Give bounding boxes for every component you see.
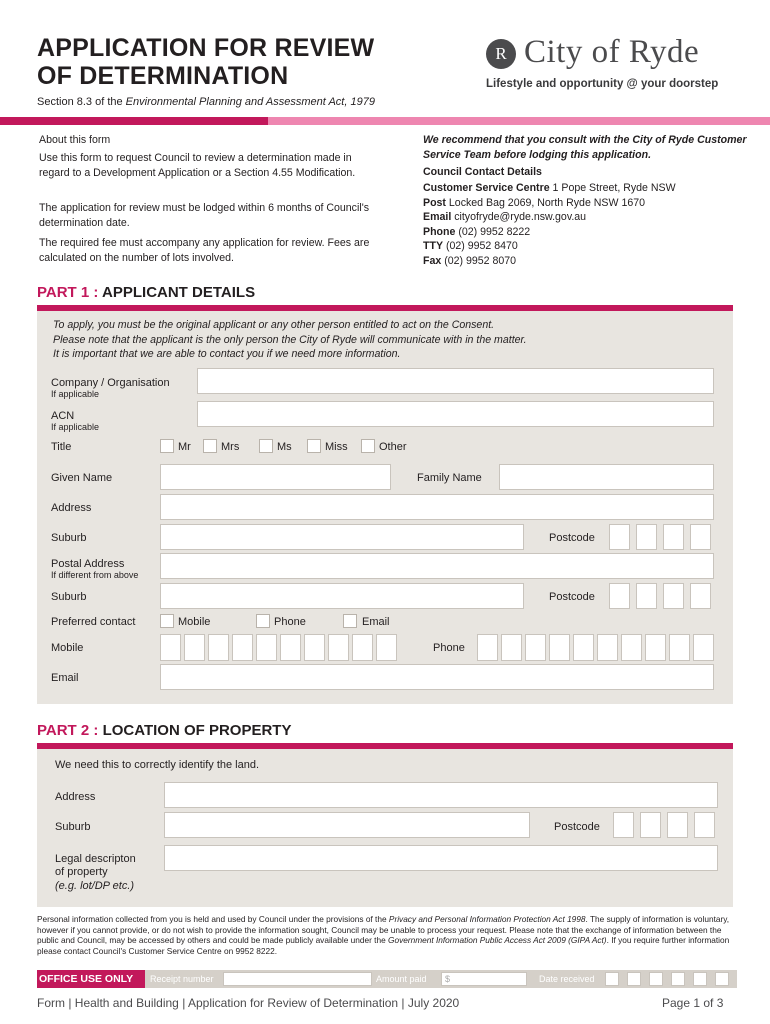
date-received-digit-input[interactable] <box>715 972 729 986</box>
contact-line <box>423 225 530 240</box>
city-logo <box>486 34 746 104</box>
acn-if-applicable: If applicable <box>51 422 100 432</box>
property-address-input[interactable] <box>164 782 718 808</box>
mobile-digit-input[interactable] <box>304 634 325 661</box>
address-input[interactable] <box>160 494 714 520</box>
company-if-applicable: If applicable <box>51 389 100 399</box>
postal-postcode-digit-input[interactable] <box>690 583 711 609</box>
contact-phone-checkbox[interactable] <box>256 614 270 628</box>
mobile-digit-input[interactable] <box>256 634 277 661</box>
company-input[interactable] <box>197 368 714 394</box>
part2-intro: We need this to correctly identify the land. <box>55 759 260 771</box>
about-paragraph-1: Use this form to request Council to review a determination made in regard to a Development Application or a Section 4.55 Modification. <box>39 152 356 179</box>
acn-input[interactable] <box>197 401 714 427</box>
phone-digit-input[interactable] <box>669 634 690 661</box>
phone-digit-input[interactable] <box>621 634 642 661</box>
property-postcode-label: Postcode <box>554 821 600 833</box>
suburb-label: Suburb <box>51 532 87 544</box>
privacy-text-1: Personal information collected from you is held and used by Council under the provisions of the <box>37 914 389 924</box>
title-other-checkbox[interactable] <box>361 439 375 453</box>
postal-suburb-label: Suburb <box>51 591 87 603</box>
legal-description-input[interactable] <box>164 845 718 871</box>
header-bar-dark <box>0 117 268 125</box>
title-miss-checkbox[interactable] <box>307 439 321 453</box>
title-line-1: APPLICATION FOR REVIEW <box>37 34 375 62</box>
acn-label: ACN <box>51 410 75 422</box>
contact-value: (02) 9952 8470 <box>443 240 518 252</box>
contact-label: Email <box>423 211 452 223</box>
family-name-label: Family Name <box>417 472 482 484</box>
property-suburb-label: Suburb <box>55 821 91 833</box>
postal-postcode-digit-input[interactable] <box>636 583 657 609</box>
phone-label: Phone <box>433 642 465 654</box>
logo-name: City of Ryde <box>524 34 700 70</box>
postcode-digit-input[interactable] <box>663 524 684 550</box>
mobile-digit-input[interactable] <box>232 634 253 661</box>
date-received-digit-input[interactable] <box>605 972 619 986</box>
phone-digit-input[interactable] <box>597 634 618 661</box>
property-address-label: Address <box>55 791 96 803</box>
company-label: Company / Organisation <box>51 377 170 389</box>
part2-title: LOCATION OF PROPERTY <box>98 722 292 739</box>
contact-mobile-label: Mobile <box>178 616 211 628</box>
contact-heading: Council Contact Details <box>423 166 542 178</box>
address-label: Address <box>51 502 92 514</box>
contact-value: (02) 9952 8222 <box>455 225 531 238</box>
given-name-label: Given Name <box>51 472 113 484</box>
mobile-label: Mobile <box>51 642 84 654</box>
property-postcode-digit-input[interactable] <box>613 812 634 838</box>
mobile-digit-input[interactable] <box>160 634 181 661</box>
contact-email-label: Email <box>362 616 390 628</box>
given-name-input[interactable] <box>160 464 391 490</box>
header-bar-light <box>268 117 770 125</box>
postcode-digit-input[interactable] <box>690 524 711 550</box>
page-number: Page 1 of 3 <box>662 996 724 1010</box>
receipt-number-label: Receipt number <box>150 974 214 984</box>
email-label: Email <box>51 672 79 684</box>
postal-address-input[interactable] <box>160 553 714 579</box>
office-use-heading: OFFICE USE ONLY <box>37 970 145 988</box>
privacy-text-2: . The supply of information is voluntary, however if you cannot provide, or do not wish to provide the information sought, Council may be unable to process your request. Please note that the exchange of information between the public and Council, may be accessed by others and could be made publicly available under the <box>37 914 730 946</box>
contact-line <box>423 254 516 269</box>
phone-digit-input[interactable] <box>645 634 666 661</box>
date-received-digit-input[interactable] <box>671 972 685 986</box>
date-received-digit-input[interactable] <box>693 972 707 986</box>
postal-postcode-label: Postcode <box>549 591 595 603</box>
title-miss-label: Miss <box>325 441 348 453</box>
privacy-statement <box>37 914 737 956</box>
contact-label: Fax <box>423 254 442 267</box>
postal-if-different: If different from above <box>51 570 139 580</box>
date-received-label: Date received <box>539 974 595 984</box>
date-received-digit-input[interactable] <box>649 972 663 986</box>
part1-note-2: Please note that the applicant is the only person the City of Ryde will communicate with in the matter. <box>53 333 527 346</box>
privacy-act-1: Privacy and Personal Information Protection Act 1998 <box>388 914 586 924</box>
date-received-digit-input[interactable] <box>627 972 641 986</box>
amount-paid-input[interactable]: $ <box>441 972 527 986</box>
title-mrs-checkbox[interactable] <box>203 439 217 453</box>
part2-number: PART 2 : <box>37 722 99 739</box>
mobile-digit-input[interactable] <box>376 634 397 661</box>
contact-value: cityofryde@ryde.nsw.gov.au <box>451 211 587 223</box>
about-heading: About this form <box>39 134 111 146</box>
legal-description-label-2: of property <box>55 866 108 878</box>
contact-line <box>423 181 676 196</box>
subtitle-prefix: Section 8.3 of the <box>37 96 126 108</box>
property-postcode-digit-input[interactable] <box>667 812 688 838</box>
title-ms-label: Ms <box>277 441 292 453</box>
phone-digit-input[interactable] <box>693 634 714 661</box>
contact-line <box>423 239 518 254</box>
mobile-digit-input[interactable] <box>328 634 349 661</box>
phone-digit-input[interactable] <box>525 634 546 661</box>
amount-paid-label: Amount paid <box>376 974 427 984</box>
part1-title: APPLICANT DETAILS <box>98 284 256 301</box>
part1-number: PART 1 : <box>37 284 99 301</box>
postal-suburb-input[interactable] <box>160 583 524 609</box>
about-paragraph-2: The application for review must be lodged within 6 months of Council's determination date. <box>39 202 370 229</box>
contact-line <box>423 210 586 225</box>
subtitle <box>37 96 375 108</box>
receipt-number-input[interactable] <box>223 972 372 986</box>
about-paragraph-3: The required fee must accompany any application for review. Fees are calculated on the number of lots involved. <box>39 237 370 264</box>
recommend-note: We recommend that you consult with the City of Ryde Customer Service Team before lodging this application. <box>423 134 747 161</box>
footer-form-info: Form | Health and Building | Application for Review of Determination | July 2020 <box>37 996 460 1010</box>
preferred-contact-label: Preferred contact <box>51 616 136 628</box>
privacy-text-3: . If you require further information please contact Council's Customer Service Centre on 9952 8222. <box>37 935 730 956</box>
mobile-digit-input[interactable] <box>184 634 205 661</box>
postcode-label: Postcode <box>549 532 595 544</box>
contact-value: (02) 9952 8070 <box>441 254 517 267</box>
contact-label: TTY <box>423 240 444 252</box>
family-name-input[interactable] <box>499 464 714 490</box>
title-other-label: Other <box>379 441 407 453</box>
logo-seal-icon: R <box>486 39 516 69</box>
postal-address-label: Postal Address <box>51 558 125 570</box>
privacy-act-2: Government Information Public Access Act 2009 (GIPA Act) <box>388 935 607 946</box>
postcode-digit-input[interactable] <box>636 524 657 550</box>
postal-postcode-digit-input[interactable] <box>663 583 684 609</box>
email-input[interactable] <box>160 664 714 690</box>
suburb-input[interactable] <box>160 524 524 550</box>
office-use-strip <box>37 970 737 988</box>
contact-value: Locked Bag 2069, North Ryde NSW 1670 <box>445 196 646 209</box>
contact-phone-label: Phone <box>274 616 306 628</box>
legal-description-hint: (e.g. lot/DP etc.) <box>55 880 135 892</box>
contact-line <box>423 196 645 211</box>
title-label: Title <box>51 441 72 453</box>
postal-postcode-digit-input[interactable] <box>609 583 630 609</box>
phone-digit-input[interactable] <box>477 634 498 661</box>
title-mr-label: Mr <box>178 441 191 453</box>
title-mr-checkbox[interactable] <box>160 439 174 453</box>
part2-heading <box>37 722 291 739</box>
part1-heading <box>37 284 255 301</box>
title-line-2: OF DETERMINATION <box>37 62 289 90</box>
mobile-digit-input[interactable] <box>352 634 373 661</box>
legal-description-label-1: Legal descripton <box>55 853 136 865</box>
contact-label: Post <box>423 196 446 209</box>
phone-digit-input[interactable] <box>573 634 594 661</box>
logo-tagline: Lifestyle and opportunity @ your doorstep <box>486 78 719 90</box>
postcode-digit-input[interactable] <box>609 524 630 550</box>
mobile-digit-input[interactable] <box>280 634 301 661</box>
property-postcode-digit-input[interactable] <box>640 812 661 838</box>
part1-note-1: To apply, you must be the original applicant or any other person entitled to act on the Consent. <box>53 319 495 331</box>
title-ms-checkbox[interactable] <box>259 439 273 453</box>
contact-label: Customer Service Centre <box>423 182 550 194</box>
contact-mobile-checkbox[interactable] <box>160 614 174 628</box>
phone-digit-input[interactable] <box>549 634 570 661</box>
title-mrs-label: Mrs <box>221 441 240 453</box>
property-suburb-input[interactable] <box>164 812 530 838</box>
part1-note-3: It is important that we are able to contact you if we need more information. <box>53 348 401 360</box>
mobile-digit-input[interactable] <box>208 634 229 661</box>
contact-email-checkbox[interactable] <box>343 614 357 628</box>
property-postcode-digit-input[interactable] <box>694 812 715 838</box>
phone-digit-input[interactable] <box>501 634 522 661</box>
contact-label: Phone <box>423 225 456 238</box>
subtitle-act: Environmental Planning and Assessment Act, 1979 <box>125 96 375 108</box>
contact-value: 1 Pope Street, Ryde NSW <box>549 182 676 194</box>
page-title <box>37 34 374 90</box>
